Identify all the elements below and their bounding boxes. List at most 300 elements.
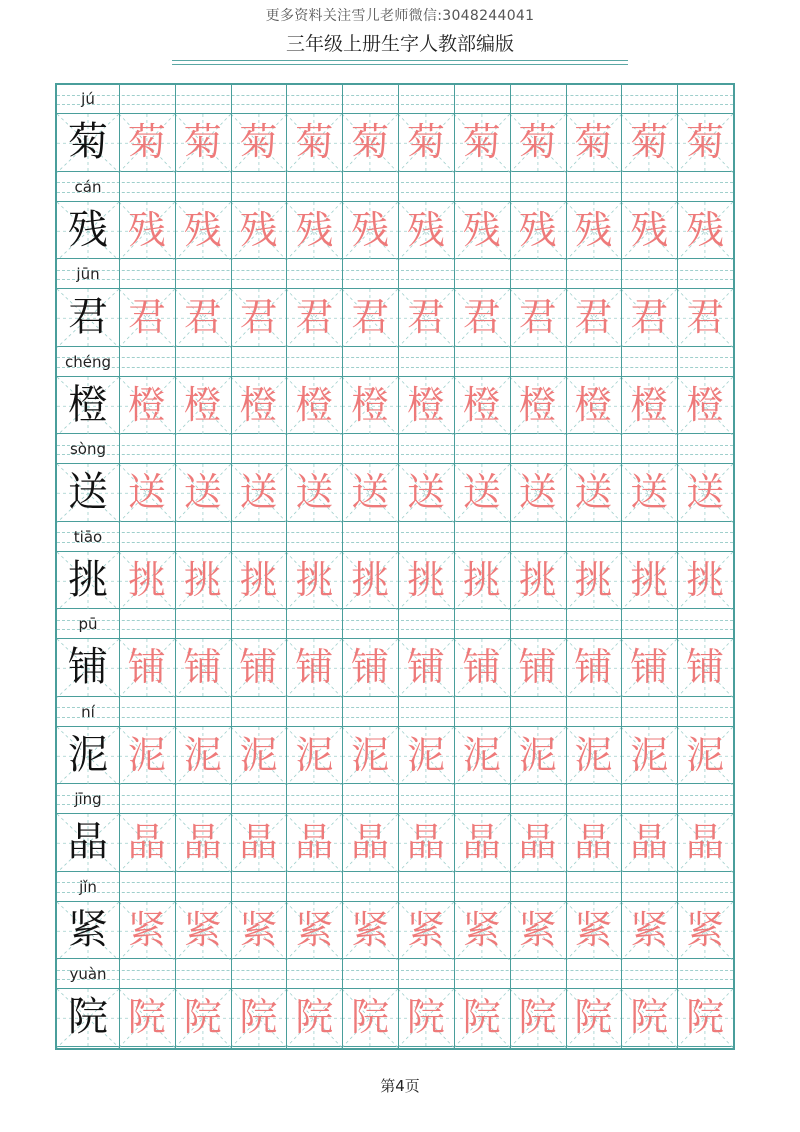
trace-char-cell[interactable] (119, 552, 175, 610)
model-char-cell (57, 727, 119, 785)
trace-character: 残 (406, 207, 445, 252)
trace-char-cell[interactable] (175, 552, 231, 610)
trace-character: 铺 (462, 645, 501, 690)
trace-character: 晶 (183, 820, 222, 865)
model-character: 菊 (68, 119, 108, 166)
trace-character: 橙 (239, 382, 278, 427)
trace-char-cell[interactable] (566, 289, 622, 347)
pinyin-guide-line (57, 717, 733, 718)
pinyin-baseline (57, 523, 733, 552)
trace-character: 晶 (686, 820, 725, 865)
trace-char-cell[interactable] (677, 289, 733, 347)
trace-char-cell[interactable] (566, 989, 622, 1047)
trace-character: 君 (183, 295, 222, 340)
trace-character: 晶 (127, 820, 166, 865)
pinyin-band (57, 873, 733, 902)
trace-char-cell[interactable] (286, 114, 342, 172)
pinyin-band (57, 785, 733, 814)
trace-char-cell[interactable] (119, 902, 175, 960)
trace-char-cell[interactable] (231, 202, 287, 260)
trace-character: 橙 (462, 382, 501, 427)
trace-char-cell[interactable] (119, 989, 175, 1047)
column-divider (621, 85, 622, 1048)
trace-character: 君 (295, 295, 334, 340)
pinyin-band (57, 260, 733, 289)
trace-char-cell[interactable] (342, 989, 398, 1047)
pinyin-guide-line (57, 95, 733, 96)
trace-character: 泥 (406, 732, 445, 777)
trace-character: 泥 (351, 732, 390, 777)
trace-character: 橙 (351, 382, 390, 427)
trace-char-cell[interactable] (286, 814, 342, 872)
trace-char-cell[interactable] (566, 464, 622, 522)
trace-char-cell[interactable] (621, 114, 677, 172)
trace-character: 铺 (518, 645, 557, 690)
trace-char-cell[interactable] (175, 377, 231, 435)
trace-char-cell[interactable] (510, 552, 566, 610)
trace-character: 送 (351, 470, 390, 515)
practice-row (57, 960, 733, 1047)
trace-char-cell[interactable] (398, 552, 454, 610)
column-divider (677, 85, 678, 1048)
trace-char-cell[interactable] (677, 377, 733, 435)
trace-char-cell[interactable] (175, 727, 231, 785)
trace-char-cell[interactable] (454, 202, 510, 260)
pinyin-guide-line (57, 892, 733, 893)
trace-char-cell[interactable] (175, 202, 231, 260)
trace-character: 送 (686, 470, 725, 515)
trace-char-cell[interactable] (566, 814, 622, 872)
trace-char-cell[interactable] (231, 552, 287, 610)
trace-character: 菊 (686, 120, 725, 165)
title-underline-2 (172, 64, 628, 65)
pinyin-guide-line (57, 532, 733, 533)
trace-char-cell[interactable] (286, 202, 342, 260)
trace-character: 晶 (462, 820, 501, 865)
trace-char-cell[interactable] (454, 814, 510, 872)
trace-char-cell[interactable] (175, 464, 231, 522)
trace-char-cell[interactable] (119, 464, 175, 522)
model-character: 泥 (68, 731, 108, 778)
trace-character: 残 (518, 207, 557, 252)
trace-char-cell[interactable] (342, 727, 398, 785)
trace-character: 菊 (295, 120, 334, 165)
trace-character: 残 (462, 207, 501, 252)
trace-char-cell[interactable] (510, 639, 566, 697)
trace-char-cell[interactable] (454, 114, 510, 172)
trace-character: 挑 (127, 557, 166, 602)
trace-char-cell[interactable] (342, 114, 398, 172)
pinyin-baseline (57, 173, 733, 202)
trace-char-cell[interactable] (566, 114, 622, 172)
trace-char-cell[interactable] (398, 814, 454, 872)
trace-char-cell[interactable] (286, 289, 342, 347)
trace-char-cell[interactable] (119, 727, 175, 785)
trace-character: 君 (686, 295, 725, 340)
trace-char-cell[interactable] (119, 289, 175, 347)
trace-char-cell[interactable] (510, 114, 566, 172)
trace-character: 泥 (295, 732, 334, 777)
trace-char-cell[interactable] (566, 727, 622, 785)
trace-character: 挑 (518, 557, 557, 602)
trace-character: 紧 (518, 907, 557, 952)
trace-char-cell[interactable] (119, 639, 175, 697)
trace-character: 送 (630, 470, 669, 515)
practice-row (57, 610, 733, 697)
trace-character: 菊 (574, 120, 613, 165)
trace-char-cell[interactable] (510, 727, 566, 785)
trace-char-cell[interactable] (286, 989, 342, 1047)
trace-char-cell[interactable] (398, 289, 454, 347)
trace-char-cell[interactable] (286, 552, 342, 610)
trace-char-cell[interactable] (621, 552, 677, 610)
trace-character: 院 (127, 995, 166, 1040)
trace-char-cell[interactable] (231, 289, 287, 347)
pinyin-band (57, 698, 733, 727)
pinyin-guide-line (57, 182, 733, 183)
trace-char-cell[interactable] (286, 727, 342, 785)
pinyin-band (57, 523, 733, 552)
trace-character: 橙 (295, 382, 334, 427)
model-character: 君 (68, 294, 108, 341)
trace-character: 残 (295, 207, 334, 252)
trace-character: 残 (239, 207, 278, 252)
trace-character: 残 (127, 207, 166, 252)
trace-character: 挑 (351, 557, 390, 602)
trace-character: 泥 (630, 732, 669, 777)
trace-char-cell[interactable] (566, 202, 622, 260)
trace-character: 晶 (351, 820, 390, 865)
trace-character: 铺 (239, 645, 278, 690)
pinyin-guide-line (57, 104, 733, 105)
title-underline (172, 60, 628, 61)
trace-char-cell[interactable] (342, 464, 398, 522)
trace-character: 菊 (351, 120, 390, 165)
trace-char-cell[interactable] (398, 727, 454, 785)
pinyin-baseline (57, 435, 733, 464)
trace-char-cell[interactable] (175, 639, 231, 697)
page-title: 三年级上册生字人教部编版 (285, 33, 514, 55)
pinyin-band (57, 348, 733, 377)
trace-char-cell[interactable] (621, 289, 677, 347)
trace-char-cell[interactable] (342, 377, 398, 435)
trace-character: 菊 (462, 120, 501, 165)
trace-char-cell[interactable] (454, 902, 510, 960)
trace-character: 挑 (630, 557, 669, 602)
trace-char-cell[interactable] (119, 814, 175, 872)
pinyin-label: jú (81, 90, 95, 108)
trace-char-cell[interactable] (454, 989, 510, 1047)
trace-character: 铺 (295, 645, 334, 690)
trace-char-cell[interactable] (621, 639, 677, 697)
column-divider (566, 85, 567, 1048)
model-character: 院 (68, 994, 108, 1041)
trace-char-cell[interactable] (510, 289, 566, 347)
trace-char-cell[interactable] (621, 814, 677, 872)
trace-character: 菊 (183, 120, 222, 165)
pinyin-baseline (57, 260, 733, 289)
trace-character: 君 (574, 295, 613, 340)
trace-char-cell[interactable] (621, 989, 677, 1047)
model-character: 残 (68, 206, 108, 253)
trace-char-cell[interactable] (677, 814, 733, 872)
trace-character: 紧 (295, 907, 334, 952)
pinyin-band (57, 435, 733, 464)
trace-character: 橙 (686, 382, 725, 427)
trace-char-cell[interactable] (286, 377, 342, 435)
trace-character: 送 (183, 470, 222, 515)
column-divider (231, 85, 232, 1048)
trace-char-cell[interactable] (175, 114, 231, 172)
trace-character: 残 (630, 207, 669, 252)
trace-character: 晶 (630, 820, 669, 865)
trace-char-cell[interactable] (231, 639, 287, 697)
trace-char-cell[interactable] (677, 552, 733, 610)
trace-character: 铺 (406, 645, 445, 690)
header-note: 更多资料关注雪儿老师微信:3048244041 (265, 8, 535, 24)
trace-char-cell[interactable] (621, 464, 677, 522)
pinyin-label: jǐn (79, 877, 97, 896)
practice-row (57, 348, 733, 435)
trace-character: 残 (183, 207, 222, 252)
pinyin-baseline (57, 348, 733, 377)
trace-char-cell[interactable] (398, 902, 454, 960)
trace-char-cell[interactable] (342, 289, 398, 347)
trace-char-cell[interactable] (342, 639, 398, 697)
trace-character: 挑 (574, 557, 613, 602)
trace-character: 泥 (183, 732, 222, 777)
trace-char-cell[interactable] (454, 377, 510, 435)
trace-character: 院 (462, 995, 501, 1040)
trace-char-cell[interactable] (677, 989, 733, 1047)
trace-character: 送 (518, 470, 557, 515)
trace-char-cell[interactable] (286, 902, 342, 960)
pinyin-guide-line (57, 454, 733, 455)
pinyin-baseline (57, 873, 733, 902)
trace-character: 铺 (574, 645, 613, 690)
trace-char-cell[interactable] (621, 377, 677, 435)
trace-char-cell[interactable] (398, 377, 454, 435)
trace-character: 院 (686, 995, 725, 1040)
pinyin-label: sòng (69, 440, 107, 458)
trace-char-cell[interactable] (510, 814, 566, 872)
trace-character: 紧 (686, 907, 725, 952)
pinyin-guide-line (57, 882, 733, 883)
pinyin-guide-line (57, 192, 733, 193)
pinyin-baseline (57, 785, 733, 814)
trace-char-cell[interactable] (677, 202, 733, 260)
trace-character: 紧 (462, 907, 501, 952)
model-char-cell (57, 377, 119, 435)
pinyin-label: jīng (74, 790, 102, 808)
trace-char-cell[interactable] (231, 727, 287, 785)
trace-char-cell[interactable] (286, 639, 342, 697)
trace-character: 院 (351, 995, 390, 1040)
trace-character: 紧 (351, 907, 390, 952)
practice-row (57, 173, 733, 260)
pinyin-label: ní (81, 702, 95, 721)
trace-character: 紧 (239, 907, 278, 952)
trace-char-cell[interactable] (510, 377, 566, 435)
trace-char-cell[interactable] (621, 902, 677, 960)
trace-character: 晶 (295, 820, 334, 865)
model-char-cell (57, 989, 119, 1047)
trace-char-cell[interactable] (510, 202, 566, 260)
model-char-cell (57, 902, 119, 960)
trace-character: 院 (630, 995, 669, 1040)
trace-char-cell[interactable] (119, 114, 175, 172)
trace-char-cell[interactable] (175, 902, 231, 960)
trace-character: 院 (295, 995, 334, 1040)
trace-char-cell[interactable] (621, 202, 677, 260)
trace-character: 橙 (406, 382, 445, 427)
pinyin-label: tiāo (73, 527, 103, 546)
trace-character: 院 (574, 995, 613, 1040)
trace-character: 送 (462, 470, 501, 515)
trace-char-cell[interactable] (342, 202, 398, 260)
practice-row (57, 523, 733, 610)
trace-char-cell[interactable] (231, 114, 287, 172)
practice-row (57, 873, 733, 960)
trace-character: 残 (351, 207, 390, 252)
trace-character: 菊 (239, 120, 278, 165)
trace-char-cell[interactable] (398, 989, 454, 1047)
column-divider (510, 85, 511, 1048)
trace-character: 紧 (406, 907, 445, 952)
model-char-cell (57, 289, 119, 347)
trace-char-cell[interactable] (342, 552, 398, 610)
trace-char-cell[interactable] (175, 989, 231, 1047)
trace-char-cell[interactable] (677, 902, 733, 960)
pinyin-guide-line (57, 970, 733, 971)
trace-character: 院 (518, 995, 557, 1040)
trace-char-cell[interactable] (175, 814, 231, 872)
trace-char-cell[interactable] (677, 114, 733, 172)
pinyin-label: cán (74, 177, 102, 196)
trace-char-cell[interactable] (566, 377, 622, 435)
column-divider (175, 85, 176, 1048)
pinyin-guide-line (57, 795, 733, 796)
trace-char-cell[interactable] (119, 377, 175, 435)
trace-char-cell[interactable] (231, 814, 287, 872)
trace-character: 橙 (518, 382, 557, 427)
trace-char-cell[interactable] (398, 639, 454, 697)
trace-char-cell[interactable] (454, 464, 510, 522)
trace-character: 铺 (127, 645, 166, 690)
trace-char-cell[interactable] (566, 902, 622, 960)
pinyin-baseline (57, 610, 733, 639)
pinyin-guide-line (57, 804, 733, 805)
trace-char-cell[interactable] (677, 639, 733, 697)
trace-char-cell[interactable] (398, 464, 454, 522)
trace-char-cell[interactable] (398, 114, 454, 172)
trace-character: 残 (686, 207, 725, 252)
trace-character: 橙 (630, 382, 669, 427)
trace-char-cell[interactable] (342, 814, 398, 872)
model-character: 挑 (68, 556, 108, 603)
trace-character: 菊 (630, 120, 669, 165)
trace-character: 紧 (574, 907, 613, 952)
trace-char-cell[interactable] (175, 289, 231, 347)
model-char-cell (57, 114, 119, 172)
pinyin-label: yuàn (69, 965, 107, 983)
trace-char-cell[interactable] (566, 639, 622, 697)
model-char-cell (57, 552, 119, 610)
trace-char-cell[interactable] (510, 902, 566, 960)
trace-char-cell[interactable] (454, 552, 510, 610)
trace-char-cell[interactable] (677, 464, 733, 522)
trace-char-cell[interactable] (454, 727, 510, 785)
trace-char-cell[interactable] (342, 902, 398, 960)
practice-grid (55, 83, 735, 1050)
trace-character: 晶 (574, 820, 613, 865)
trace-character: 橙 (127, 382, 166, 427)
trace-char-cell[interactable] (510, 464, 566, 522)
trace-character: 院 (406, 995, 445, 1040)
trace-character: 君 (630, 295, 669, 340)
trace-character: 挑 (462, 557, 501, 602)
column-divider (398, 85, 399, 1048)
pinyin-baseline (57, 960, 733, 989)
pinyin-band (57, 173, 733, 202)
trace-character: 紧 (183, 907, 222, 952)
trace-char-cell[interactable] (119, 202, 175, 260)
pinyin-guide-line (57, 357, 733, 358)
pinyin-guide-line (57, 445, 733, 446)
trace-character: 菊 (127, 120, 166, 165)
pinyin-guide-line (57, 367, 733, 368)
pinyin-band (57, 610, 733, 639)
column-divider (342, 85, 343, 1048)
trace-char-cell[interactable] (454, 639, 510, 697)
model-char-cell (57, 202, 119, 260)
trace-char-cell[interactable] (231, 464, 287, 522)
model-character: 橙 (68, 381, 108, 428)
trace-char-cell[interactable] (231, 377, 287, 435)
model-character: 送 (68, 469, 108, 516)
practice-row (57, 435, 733, 522)
trace-character: 泥 (462, 732, 501, 777)
trace-char-cell[interactable] (286, 464, 342, 522)
trace-char-cell[interactable] (398, 202, 454, 260)
model-character: 铺 (68, 644, 108, 691)
trace-character: 送 (295, 470, 334, 515)
trace-char-cell[interactable] (510, 989, 566, 1047)
pinyin-baseline (57, 698, 733, 727)
trace-char-cell[interactable] (677, 727, 733, 785)
trace-character: 泥 (686, 732, 725, 777)
practice-row (57, 85, 733, 172)
trace-char-cell[interactable] (231, 902, 287, 960)
trace-char-cell[interactable] (621, 727, 677, 785)
trace-char-cell[interactable] (566, 552, 622, 610)
trace-character: 泥 (239, 732, 278, 777)
column-divider (119, 85, 120, 1048)
trace-character: 泥 (574, 732, 613, 777)
trace-char-cell[interactable] (454, 289, 510, 347)
trace-character: 挑 (295, 557, 334, 602)
pinyin-baseline (57, 85, 733, 114)
trace-character: 晶 (518, 820, 557, 865)
trace-character: 铺 (686, 645, 725, 690)
pinyin-guide-line (57, 707, 733, 708)
trace-character: 送 (574, 470, 613, 515)
trace-character: 铺 (630, 645, 669, 690)
trace-character: 挑 (686, 557, 725, 602)
practice-row (57, 698, 733, 785)
trace-char-cell[interactable] (231, 989, 287, 1047)
pinyin-guide-line (57, 979, 733, 980)
